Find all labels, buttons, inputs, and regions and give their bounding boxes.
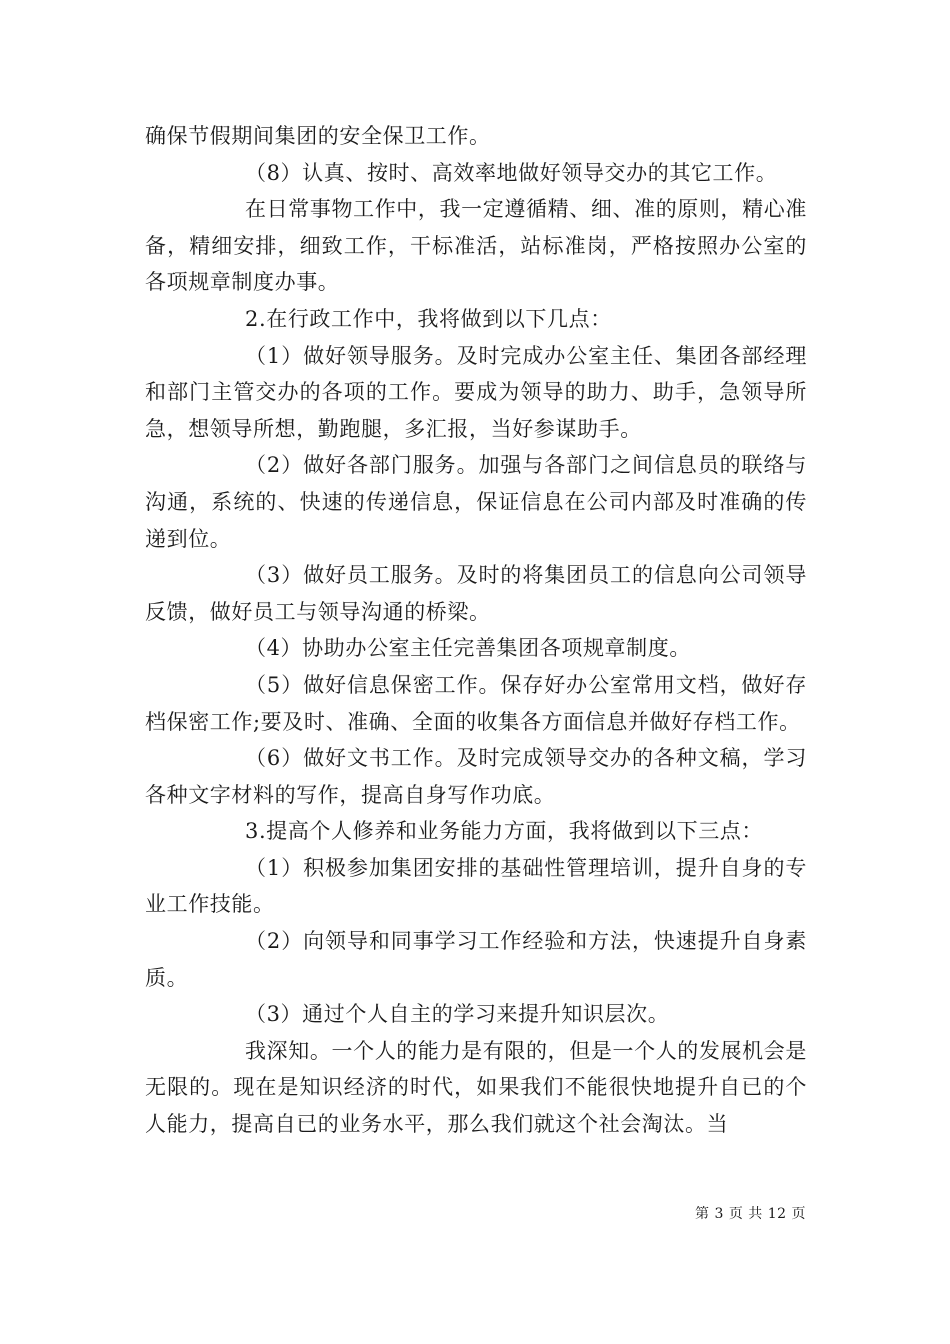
paragraph-15: 我深知。一个人的能力是有限的，但是一个人的发展机会是无限的。现在是知识经济的时代，如果我们不能很快地提升自已的个人能力，提高自已的业务水平，那么我们就这个社会淘汰。当: [145, 1038, 807, 1137]
paragraph-14: （3）通过个人自主的学习来提升知识层次。: [245, 1002, 670, 1027]
document-body: [145, 118, 807, 1143]
paragraph-6: （2）做好各部门服务。加强与各部门之间信息员的联络与沟通，系统的、快速的传递信息，保证信息在公司内部及时准确的传递到位。: [145, 453, 807, 551]
paragraph-5: （1）做好领导服务。及时完成办公室主任、集团各部经理和部门主管交办的各项的工作。要成为领导的助力、助手，急领导所急，想领导所想，勤跑腿，多汇报，当好参谋助手。: [145, 343, 807, 441]
paragraph-8: （4）协助办公室主任完善集团各项规章制度。: [245, 636, 691, 661]
paragraph-10: （6）做好文书工作。及时完成领导交办的各种文稿，学习各种文字材料的写作，提高自身写作功底。: [145, 746, 807, 807]
paragraph-9: （5）做好信息保密工作。保存好办公室常用文档，做好存档保密工作;要及时、准确、全面的收集各方面信息并做好存档工作。: [145, 672, 807, 734]
paragraph-7: （3）做好员工服务。及时的将集团员工的信息向公司领导反馈，做好员工与领导沟通的桥梁。: [145, 563, 807, 624]
paragraph-2: （8）认真、按时、高效率地做好领导交办的其它工作。: [245, 160, 778, 185]
paragraph-12: （1）积极参加集团安排的基础性管理培训，提升自身的专业工作技能。: [145, 855, 807, 917]
paragraph-11: 3.提高个人修养和业务能力方面，我将做到以下三点：: [245, 819, 764, 844]
paragraph-4: 2.在行政工作中，我将做到以下几点：: [245, 306, 612, 331]
paragraph-3: 在日常事物工作中，我一定遵循精、细、准的原则，精心准备，精细安排，细致工作，干标准活，站标准岗，严格按照办公室的各项规章制度办事。: [145, 197, 807, 295]
paragraph-1: 确保节假期间集团的安全保卫工作。: [145, 124, 491, 148]
paragraph-13: （2）向领导和同事学习工作经验和方法，快速提升自身素质。: [145, 929, 807, 990]
page-number-footer: 第 3 页 共 12 页: [695, 1206, 806, 1222]
